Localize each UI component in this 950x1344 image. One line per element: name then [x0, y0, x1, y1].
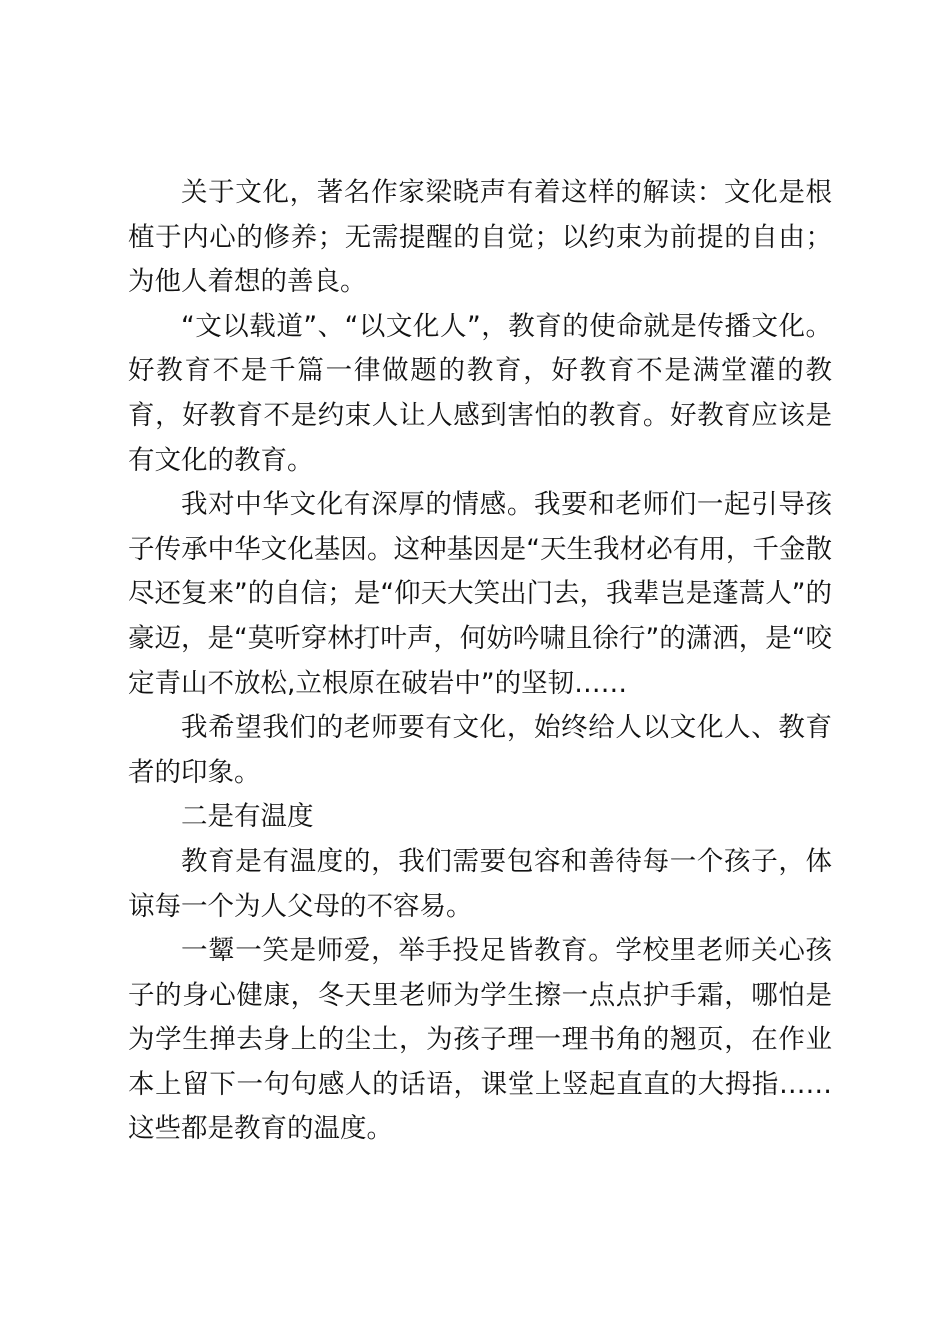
paragraph-chinese-culture: 我对中华文化有深厚的情感。我要和老师们一起引导孩子传承中华文化基因。这种基因是“天生我材必有用，千金散尽还复来”的自信；是“仰天大笑出门去，我辈岂是蓬蒿人”的豪迈，是“莫听穿林打叶声，何妨吟啸且徐行”的潇洒，是“咬定青山不放松,立根原在破岩中”的坚韧……: [128, 489, 832, 699]
paragraph-culture-definition: 关于文化，著名作家梁晓声有着这样的解读：文化是根植于内心的修养；无需提醒的自觉；以约束为前提的自由；为他人着想的善良。: [128, 177, 832, 298]
paragraph-education-warmth: 教育是有温度的，我们需要包容和善待每一个孩子，体谅每一个为人父母的不容易。: [128, 845, 832, 922]
paragraph-education-mission: “文以载道”、“以文化人”，教育的使命就是传播文化。好教育不是千篇一律做题的教育，好教育不是满堂灌的教育，好教育不是约束人让人感到害怕的教育。好教育应该是有文化的教育。: [128, 310, 832, 476]
document-body: [128, 171, 832, 1152]
paragraph-teacher-care: 一颦一笑是师爱，举手投足皆教育。学校里老师关心孩子的身心健康，冬天里老师为学生擦一点点护手霜，哪怕是为学生掸去身上的尘土，为孩子理一理书角的翘页，在作业本上留下一句句感人的话语，课堂上竖起直直的大拇指……这些都是教育的温度。: [128, 935, 832, 1145]
section-heading-warmth: 二是有温度: [181, 801, 314, 833]
paragraph-teacher-hope: 我希望我们的老师要有文化，始终给人以文化人、教育者的印象。: [128, 712, 832, 788]
